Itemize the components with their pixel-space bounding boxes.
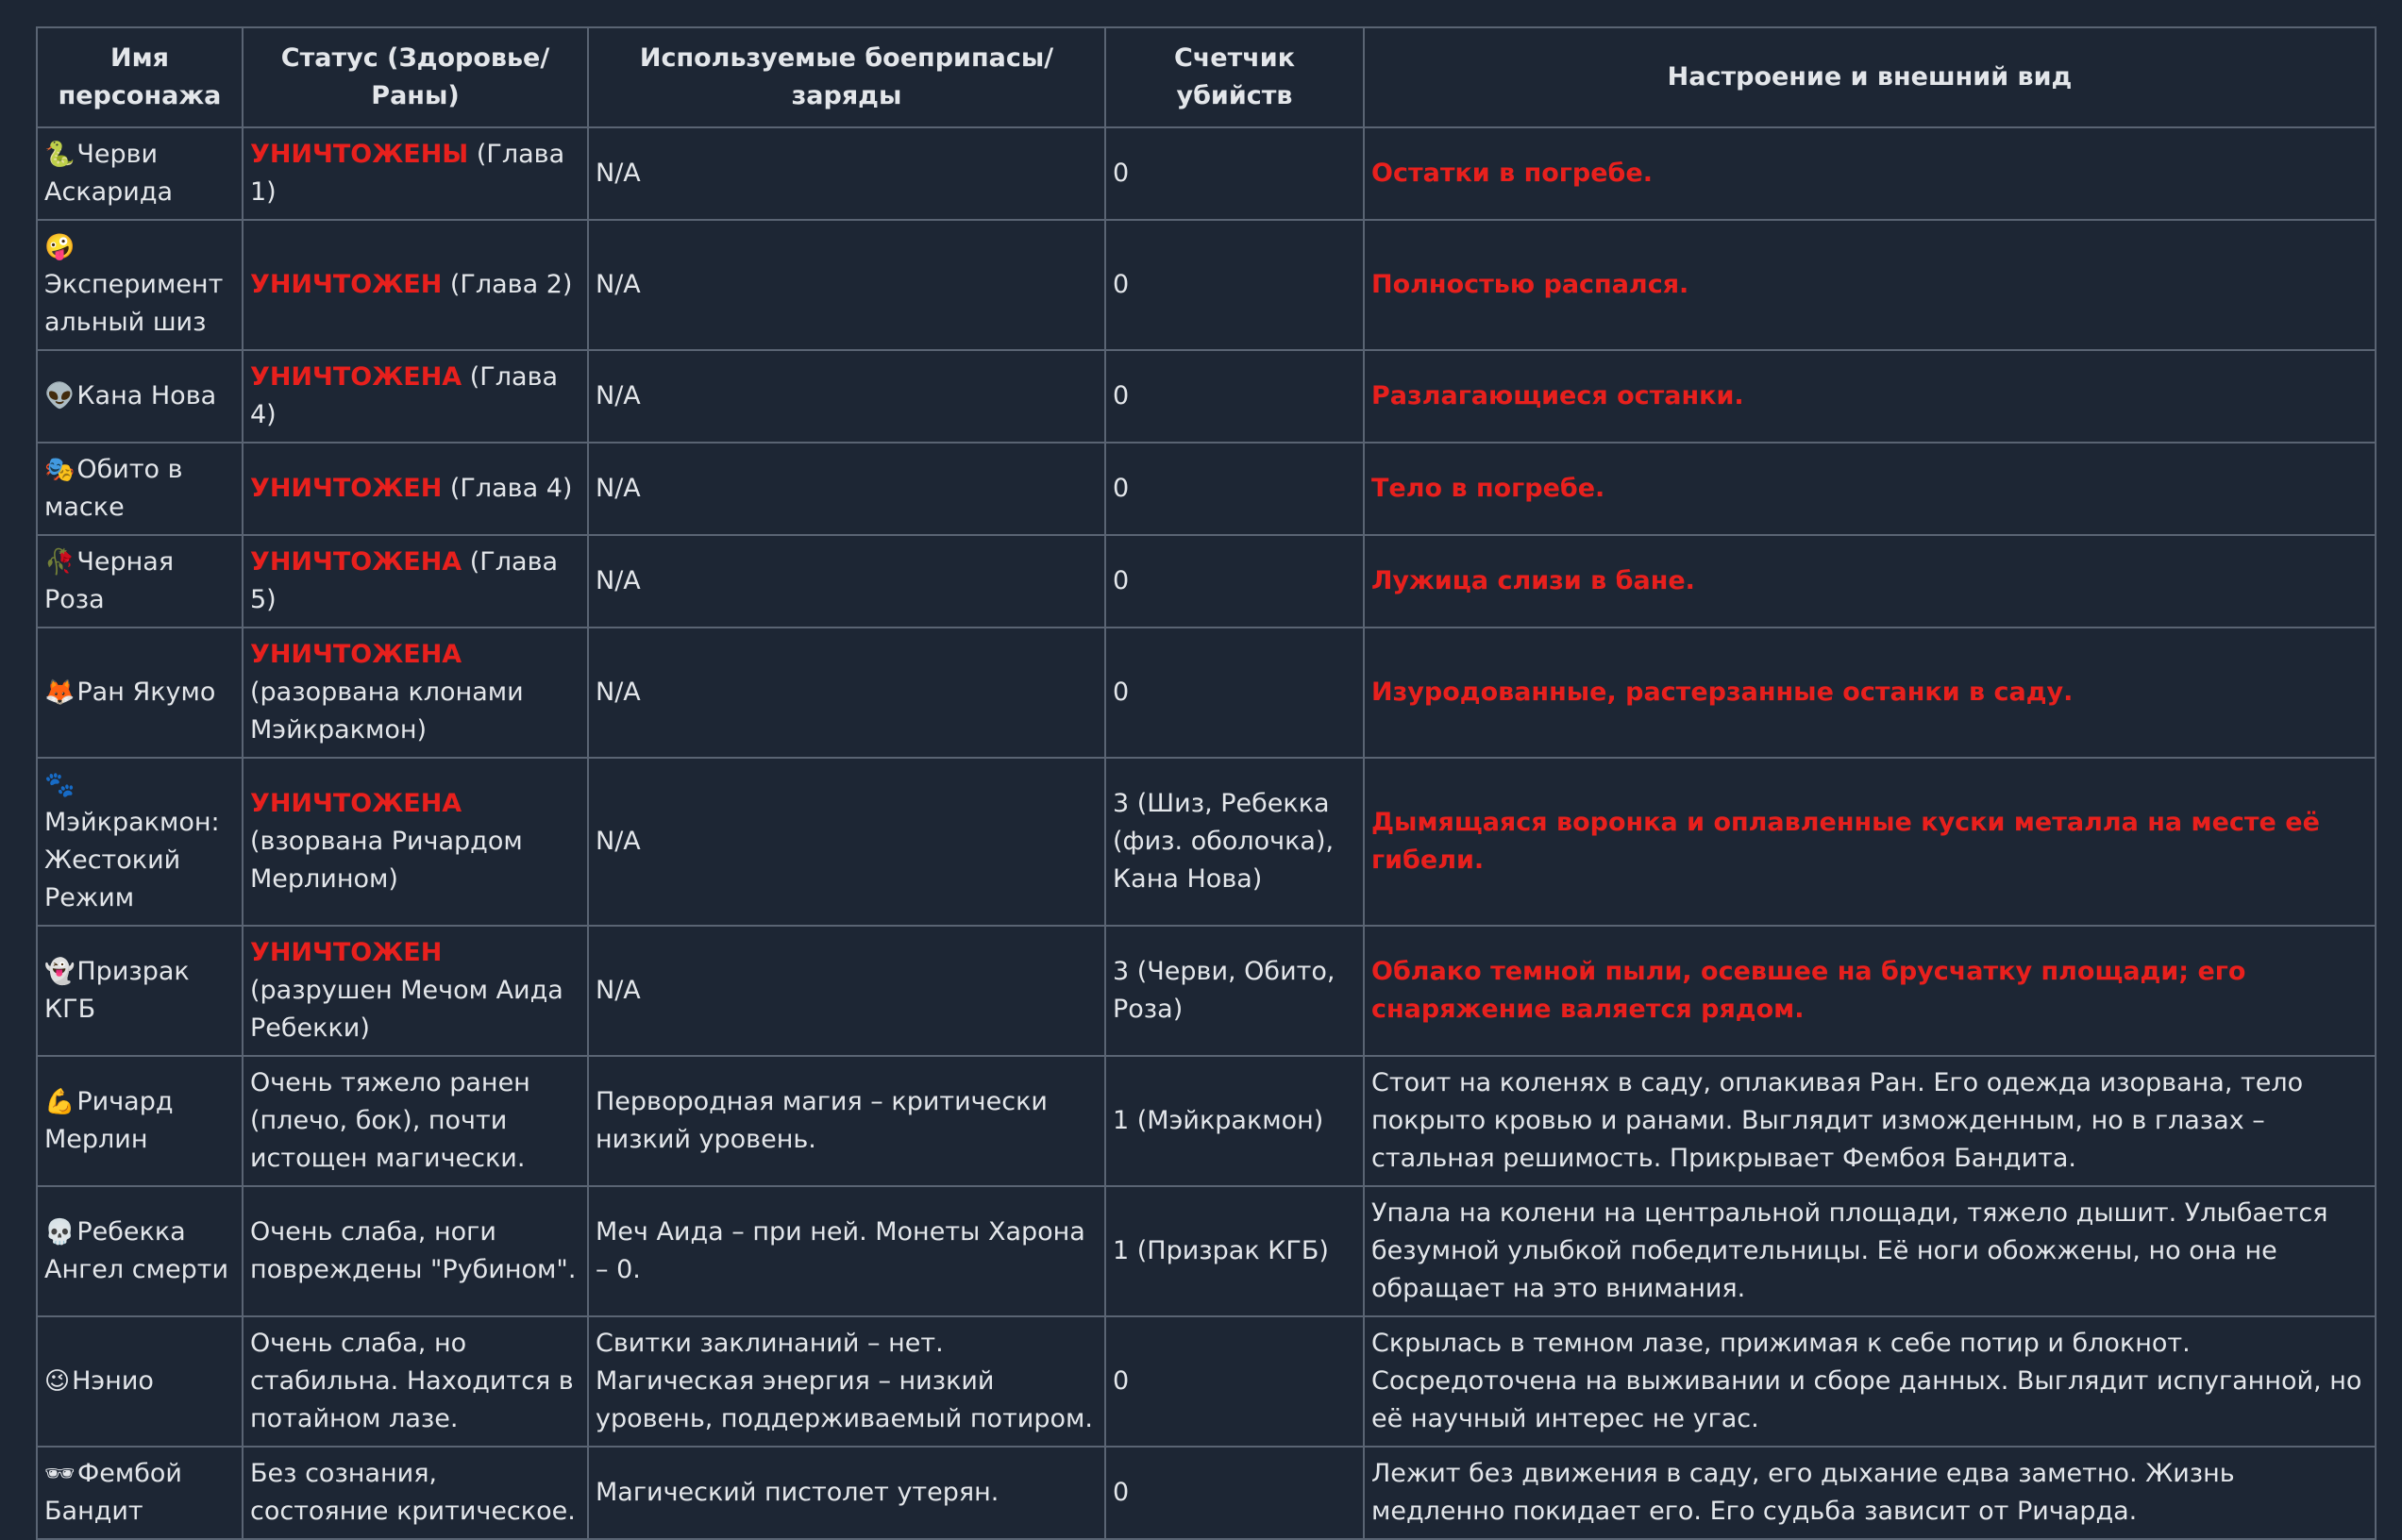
status-text: (Глава 4)	[442, 474, 573, 503]
status-text: (Глава 4)	[250, 362, 559, 429]
status-text: Без сознания, состояние критическое.	[250, 1459, 576, 1526]
cell-ammo: N/A	[588, 220, 1105, 350]
cell-name	[37, 127, 243, 220]
table-row	[37, 443, 2376, 535]
table-container	[36, 26, 2375, 1540]
cell-name	[37, 758, 243, 926]
cell-name	[37, 628, 243, 758]
table-row	[37, 758, 2376, 926]
cell-ammo: Меч Аида – при ней. Монеты Харона – 0.	[588, 1186, 1105, 1316]
table-row	[37, 535, 2376, 628]
table-row	[37, 127, 2376, 220]
status-text: (разрушен Мечом Аида Ребекки)	[250, 976, 563, 1043]
cell-status	[243, 628, 588, 758]
status-text: Очень тяжело ранен (плечо, бок), почти истощен магически.	[250, 1068, 530, 1173]
zany-face-icon: 🤪	[44, 233, 76, 261]
cell-status	[243, 443, 588, 535]
status-destroyed: УНИЧТОЖЕНА	[250, 640, 462, 669]
cell-mood: Полностью распался.	[1364, 220, 2376, 350]
cell-name	[37, 1316, 243, 1447]
header-ammo: Используемые боеприпасы/заряды	[588, 27, 1105, 127]
sunglasses-icon: 🕶	[44, 1460, 76, 1488]
fox-icon: 🦊	[44, 678, 76, 707]
table-row	[37, 1056, 2376, 1186]
cell-status	[243, 220, 588, 350]
status-text: Очень слаба, но стабильна. Находится в потайном лазе.	[250, 1329, 574, 1433]
cell-name	[37, 926, 243, 1056]
cell-ammo: N/A	[588, 350, 1105, 443]
cell-mood: Упала на колени на центральной площади, тяжело дышит. Улыбается безумной улыбкой победительницы. Её ноги обожжены, но она не обращает на это внимания.	[1364, 1186, 2376, 1316]
cell-ammo: N/A	[588, 758, 1105, 926]
cell-ammo: Свитки заклинаний – нет. Магическая энергия – низкий уровень, поддерживаемый потиром.	[588, 1316, 1105, 1447]
status-text: Очень слаба, ноги повреждены "Рубином".	[250, 1217, 577, 1284]
status-destroyed: УНИЧТОЖЕНА	[250, 547, 462, 577]
cell-status	[243, 926, 588, 1056]
character-name: Кана Нова	[76, 381, 217, 410]
character-status-table	[36, 26, 2377, 1540]
cell-name	[37, 535, 243, 628]
cell-kills: 0	[1105, 220, 1364, 350]
cell-status	[243, 535, 588, 628]
character-name: Обито в маске	[44, 455, 183, 522]
cell-mood: Изуродованные, растерзанные останки в саду.	[1364, 628, 2376, 758]
character-name: Экспериментальный шиз	[44, 270, 224, 337]
cell-mood: Остатки в погребе.	[1364, 127, 2376, 220]
skull-icon: 💀	[44, 1218, 76, 1247]
header-kills: Счетчик убийств	[1105, 27, 1364, 127]
cell-name	[37, 1056, 243, 1186]
character-name: Призрак КГБ	[44, 957, 190, 1024]
cell-kills: 0	[1105, 1316, 1364, 1447]
status-text: (Глава 5)	[250, 547, 559, 614]
character-name: Черви Аскарида	[44, 140, 174, 207]
cell-name	[37, 443, 243, 535]
status-text: (Глава 1)	[250, 140, 565, 207]
table-row	[37, 1447, 2376, 1539]
character-name: Ребекка Ангел смерти	[44, 1217, 228, 1284]
header-status: Статус (Здоровье/Раны)	[243, 27, 588, 127]
status-destroyed: УНИЧТОЖЕНЫ	[250, 140, 469, 169]
cell-mood: Лежит без движения в саду, его дыхание едва заметно. Жизнь медленно покидает его. Его судьба зависит от Ричарда.	[1364, 1447, 2376, 1539]
cell-mood: Стоит на коленях в саду, оплакивая Ран. Его одежда изорвана, тело покрыто кровью и ранами. Выглядит изможденным, но в глазах – стальная решимость. Прикрывает Фембоя Бандита.	[1364, 1056, 2376, 1186]
table-row	[37, 220, 2376, 350]
table-row	[37, 926, 2376, 1056]
rose-icon: 🥀	[44, 548, 76, 577]
table-header-row	[37, 27, 2376, 127]
header-mood: Настроение и внешний вид	[1364, 27, 2376, 127]
character-name: Фембой Бандит	[44, 1459, 182, 1526]
status-destroyed: УНИЧТОЖЕН	[250, 270, 443, 299]
table-row	[37, 350, 2376, 443]
cell-ammo: N/A	[588, 443, 1105, 535]
cell-status	[243, 1056, 588, 1186]
cell-kills: 1 (Мэйкракмон)	[1105, 1056, 1364, 1186]
alien-icon: 👽	[44, 382, 76, 410]
status-destroyed: УНИЧТОЖЕНА	[250, 362, 462, 392]
character-name: Черная Роза	[44, 547, 175, 614]
cell-status	[243, 1316, 588, 1447]
cell-kills: 0	[1105, 443, 1364, 535]
cell-ammo: N/A	[588, 628, 1105, 758]
cell-ammo: Магический пистолет утерян.	[588, 1447, 1105, 1539]
flexed-arm-icon: 💪	[44, 1088, 76, 1116]
cell-name	[37, 1447, 243, 1539]
cell-status	[243, 1447, 588, 1539]
table-row	[37, 1316, 2376, 1447]
status-destroyed: УНИЧТОЖЕН	[250, 474, 443, 503]
status-destroyed: УНИЧТОЖЕН	[250, 938, 443, 967]
cell-mood: Облако темной пыли, осевшее на брусчатку площади; его снаряжение валяется рядом.	[1364, 926, 2376, 1056]
cell-mood: Дымящаяся воронка и оплавленные куски металла на месте её гибели.	[1364, 758, 2376, 926]
cell-status	[243, 350, 588, 443]
cell-status	[243, 1186, 588, 1316]
cell-kills: 1 (Призрак КГБ)	[1105, 1186, 1364, 1316]
status-text: (Глава 2)	[442, 270, 573, 299]
status-text: (разорвана клонами Мэйкракмон)	[250, 678, 524, 745]
cell-ammo: N/A	[588, 926, 1105, 1056]
cell-ammo: N/A	[588, 535, 1105, 628]
cell-kills: 0	[1105, 127, 1364, 220]
cell-kills: 0	[1105, 350, 1364, 443]
cell-kills: 3 (Черви, Обито, Роза)	[1105, 926, 1364, 1056]
cell-ammo: Первородная магия – критически низкий уровень.	[588, 1056, 1105, 1186]
cell-mood: Тело в погребе.	[1364, 443, 2376, 535]
masks-icon: 🎭	[44, 456, 76, 484]
cell-mood: Лужица слизи в бане.	[1364, 535, 2376, 628]
cell-name	[37, 1186, 243, 1316]
character-name: Ричард Мерлин	[44, 1087, 174, 1154]
cell-mood: Скрылась в темном лазе, прижимая к себе потир и блокнот. Сосредоточена на выживании и сборе данных. Выглядит испуганной, но её научный интерес не угас.	[1364, 1316, 2376, 1447]
table-row	[37, 628, 2376, 758]
cell-ammo: N/A	[588, 127, 1105, 220]
character-name: Ран Якумо	[76, 678, 216, 707]
cell-kills: 3 (Шиз, Ребекка (физ. оболочка), Кана Нова)	[1105, 758, 1364, 926]
ghost-icon: 👻	[44, 958, 76, 986]
cell-mood: Разлагающиеся останки.	[1364, 350, 2376, 443]
paw-icon: 🐾	[44, 771, 76, 799]
cell-name	[37, 350, 243, 443]
winking-face-icon: 😉	[44, 1367, 71, 1396]
cell-kills: 0	[1105, 1447, 1364, 1539]
snake-icon: 🐍	[44, 141, 76, 169]
cell-kills: 0	[1105, 535, 1364, 628]
status-text: (взорвана Ричардом Мерлином)	[250, 827, 523, 894]
cell-status	[243, 758, 588, 926]
cell-kills: 0	[1105, 628, 1364, 758]
character-name: Нэнио	[72, 1366, 154, 1396]
character-name: Мэйкракмон: Жестокий Режим	[44, 808, 220, 912]
header-name: Имя персонажа	[37, 27, 243, 127]
table-row	[37, 1186, 2376, 1316]
status-destroyed: УНИЧТОЖЕНА	[250, 789, 462, 818]
cell-status	[243, 127, 588, 220]
cell-name	[37, 220, 243, 350]
